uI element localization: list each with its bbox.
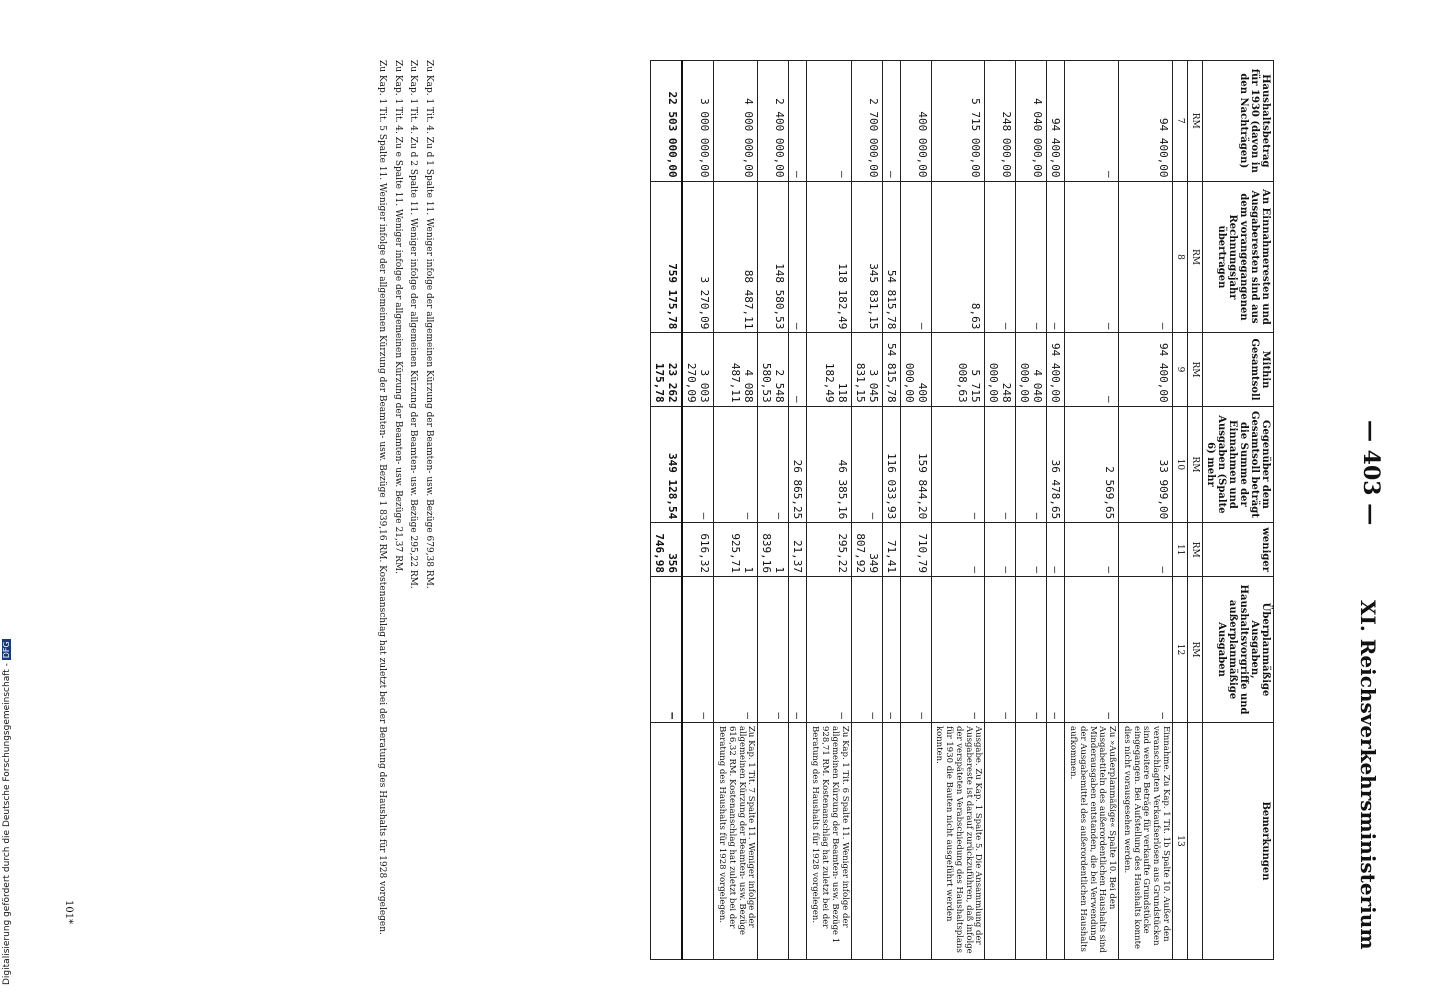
cell-c10: 116 033,93 bbox=[882, 406, 900, 523]
cell-c7: 5 715 000,00 bbox=[931, 61, 985, 182]
table-row bbox=[882, 61, 900, 960]
unit-13 bbox=[1188, 723, 1203, 960]
budget-table bbox=[650, 60, 1274, 960]
cell-c10: — bbox=[985, 406, 1016, 523]
footnotes bbox=[371, 60, 434, 940]
cell-c11: 349 807,92 bbox=[851, 523, 882, 577]
unit-9: RM bbox=[1188, 333, 1203, 406]
digitization-note bbox=[2, 5, 12, 985]
cell-c8: 8,63 bbox=[931, 181, 985, 333]
page-number: — 403 — bbox=[1358, 420, 1384, 526]
cell-c8: 3 270,09 bbox=[682, 181, 714, 333]
unit-12: RM bbox=[1188, 577, 1203, 723]
table-row bbox=[682, 61, 714, 960]
cell-c7: — bbox=[807, 61, 851, 182]
cell-c9: 118 182,49 bbox=[807, 333, 851, 406]
cell-remark bbox=[851, 723, 882, 960]
cell-remark bbox=[789, 723, 807, 960]
cell-c12: — bbox=[1065, 577, 1119, 723]
cell-c10: 26 865,25 bbox=[789, 406, 807, 523]
cell-c8: — bbox=[1119, 181, 1173, 333]
cell-c11: — bbox=[931, 523, 985, 577]
cell-c12: — bbox=[1047, 577, 1065, 723]
colnum-8: 8 bbox=[1173, 181, 1188, 333]
cell-c11: — bbox=[1016, 523, 1047, 577]
cell-c9: 400 000,00 bbox=[900, 333, 931, 406]
cell-c10: — bbox=[931, 406, 985, 523]
cell-remark bbox=[758, 723, 789, 960]
table-body bbox=[651, 61, 1173, 960]
cell-c9: 94 400,00 bbox=[1047, 333, 1065, 406]
table-row bbox=[931, 61, 985, 960]
unit-7: RM bbox=[1188, 61, 1203, 182]
footnote: Zu Kap. 1 Tit. 4. Zu d 1 Spalte 11. Weniger infolge der allgemeinen Kürzung der Beamten- usw. Bezüge 679,38 RM. bbox=[424, 60, 434, 589]
footnote: Zu Kap. 1 Tit. 4. Zu d 2 Spalte 11. Weniger infolge der allgemeinen Kürzung der Beamten- usw. Bezüge 295,22 RM. bbox=[408, 60, 419, 589]
cell-remark bbox=[985, 723, 1016, 960]
cell-c11: 21,37 bbox=[789, 523, 807, 577]
cell-c8: 148 580,53 bbox=[758, 181, 789, 333]
col-header-8: An Einnahmeresten und Ausgaberesten sind aus dem vorangegangenen Rechnungsjahr übertragen bbox=[1203, 181, 1274, 333]
colnum-7: 7 bbox=[1173, 61, 1188, 182]
cell-c7: 2 400 000,00 bbox=[758, 61, 789, 182]
cell-c7: 94 400,00 bbox=[1047, 61, 1065, 182]
cell-remark: Einnahme. Zu Kap. 1 Tit. 1b Spalte 10. Außer den veranschlagten Verkaufserlösen aus Grundstücken sind weitere Beträge für verkaufte Grundstücke eingegangen. Bei Aufstellung des Haushalts konnte dies nicht vorausgesehen werden. bbox=[1119, 723, 1173, 960]
cell-c7: — bbox=[1065, 61, 1119, 182]
cell-c9: 54 815,78 bbox=[882, 333, 900, 406]
cell-c11: — bbox=[1119, 523, 1173, 577]
cell-c10: 33 909,00 bbox=[1119, 406, 1173, 523]
dfg-logo: DFG bbox=[2, 641, 11, 659]
sum-c12: — bbox=[651, 577, 683, 723]
cell-c8: — bbox=[789, 181, 807, 333]
cell-c8: 345 831,15 bbox=[851, 181, 882, 333]
cell-c7: — bbox=[882, 61, 900, 182]
unit-11: RM bbox=[1188, 523, 1203, 577]
cell-c12: — bbox=[882, 577, 900, 723]
table-row bbox=[1047, 61, 1065, 960]
page-mark: 101* bbox=[63, 900, 74, 925]
colnum-13: 13 bbox=[1173, 723, 1188, 960]
cell-c8: — bbox=[1016, 181, 1047, 333]
cell-c12: — bbox=[682, 577, 714, 723]
cell-c10: 46 385,16 bbox=[807, 406, 851, 523]
table-row bbox=[714, 61, 758, 960]
cell-c7: 248 000,00 bbox=[985, 61, 1016, 182]
table-row bbox=[900, 61, 931, 960]
cell-c8: 54 815,78 bbox=[882, 181, 900, 333]
unit-row bbox=[1188, 61, 1203, 960]
col-header-11: weniger bbox=[1203, 523, 1274, 577]
cell-c9: 94 400,00 bbox=[1119, 333, 1173, 406]
table-row bbox=[807, 61, 851, 960]
cell-remark bbox=[1016, 723, 1047, 960]
cell-c9: 4 040 000,00 bbox=[1016, 333, 1047, 406]
cell-c9: 5 715 008,63 bbox=[931, 333, 985, 406]
cell-remark: Zu »Außerplanmäßige« Spalte 10. Bei den Ausgabetiteln des außerordentlichen Haushalts sind Minderausgaben entstanden, die bei Verwendung der Ausgabemittel des außerordentlichen Haushalts aufkommen. bbox=[1065, 723, 1119, 960]
cell-c12: — bbox=[789, 577, 807, 723]
cell-remark bbox=[1047, 723, 1065, 960]
cell-c10: — bbox=[1016, 406, 1047, 523]
digitization-text: Digitalisierung gefördert durch die Deutsche Forschungsgemeinschaft - bbox=[2, 663, 12, 985]
cell-c8: — bbox=[985, 181, 1016, 333]
cell-c11: — bbox=[1065, 523, 1119, 577]
cell-remark bbox=[682, 723, 714, 960]
col-header-10: Gegenüber dem Gesamtsoll beträgt die Summe der Einnahmen und Ausgaben (Spalte 6) mehr bbox=[1203, 406, 1274, 523]
cell-c7: 2 700 000,00 bbox=[851, 61, 882, 182]
cell-c11: 1 925,71 bbox=[714, 523, 758, 577]
cell-c12: — bbox=[851, 577, 882, 723]
table-row bbox=[851, 61, 882, 960]
page-header bbox=[1334, 0, 1394, 1000]
cell-c9: 4 088 487,11 bbox=[714, 333, 758, 406]
cell-c8: 88 487,11 bbox=[714, 181, 758, 333]
colnum-9: 9 bbox=[1173, 333, 1188, 406]
ministry-title: XI. Reichsverkehrsministerium bbox=[1356, 600, 1380, 950]
cell-remark bbox=[900, 723, 931, 960]
cell-c10: — bbox=[682, 406, 714, 523]
sum-rem bbox=[651, 723, 683, 960]
cell-c8: — bbox=[1047, 181, 1065, 333]
cell-c12: — bbox=[931, 577, 985, 723]
unit-8: RM bbox=[1188, 181, 1203, 333]
cell-c12: — bbox=[714, 577, 758, 723]
table-row bbox=[1016, 61, 1047, 960]
col-header-13: Bemerkungen bbox=[1203, 723, 1274, 960]
cell-c11: 710,79 bbox=[900, 523, 931, 577]
cell-c11: — bbox=[1047, 523, 1065, 577]
table-row bbox=[1119, 61, 1173, 960]
table-row bbox=[789, 61, 807, 960]
cell-c10: 2 569,65 bbox=[1065, 406, 1119, 523]
cell-remark: Ausgabe. Zu Kap. 1 Spalte 5. Die Ansammlung der Ausgabereste ist darauf zurückzuführen, daß infolge der verspäteten Verabschiedung des Haushaltsplans für 1930 die Bauten nicht ausgeführt werden konnten. bbox=[931, 723, 985, 960]
cell-c9: — bbox=[1065, 333, 1119, 406]
cell-c11: 295,22 bbox=[807, 523, 851, 577]
sum-c9: 23 262 175,78 bbox=[651, 333, 683, 406]
unit-10: RM bbox=[1188, 406, 1203, 523]
cell-c8: 118 182,49 bbox=[807, 181, 851, 333]
cell-c11: — bbox=[985, 523, 1016, 577]
cell-c9: 248 000,00 bbox=[985, 333, 1016, 406]
cell-c11: 1 839,16 bbox=[758, 523, 789, 577]
cell-c12: — bbox=[1016, 577, 1047, 723]
cell-c7: 94 400,00 bbox=[1119, 61, 1173, 182]
col-header-12: Überplanmäßige Ausgaben, Haushaltsvorgriffe und außerplanmäßige Ausgaben bbox=[1203, 577, 1274, 723]
cell-c10: — bbox=[714, 406, 758, 523]
cell-c7: 4 000 000,00 bbox=[714, 61, 758, 182]
cell-c10: — bbox=[851, 406, 882, 523]
cell-c12: — bbox=[985, 577, 1016, 723]
colnum-row bbox=[1173, 61, 1188, 960]
colnum-10: 10 bbox=[1173, 406, 1188, 523]
table-row bbox=[1065, 61, 1119, 960]
col-header-7: Haushaltsbetrag für 1930 (davon in den Nachträgen) bbox=[1203, 61, 1274, 182]
cell-c7: 400 000,00 bbox=[900, 61, 931, 182]
cell-c7: 3 000 000,00 bbox=[682, 61, 714, 182]
cell-c10: 36 478,65 bbox=[1047, 406, 1065, 523]
footnote: Zu Kap. 1 Tit. 4. Zu e Spalte 11. Weniger infolge der allgemeinen Kürzung der Beamten- usw. Bezüge 21,37 RM. bbox=[392, 60, 403, 574]
colnum-11: 11 bbox=[1173, 523, 1188, 577]
cell-c12: — bbox=[807, 577, 851, 723]
cell-c11: 616,32 bbox=[682, 523, 714, 577]
cell-c7: 4 040 000,00 bbox=[1016, 61, 1047, 182]
table-row bbox=[985, 61, 1016, 960]
footnote: Zu Kap. 1 Tit. 5 Spalte 11. Weniger infolge der allgemeinen Kürzung der Beamten- usw. Bezüge 1 839,16 RM. Kostenanschlag hat zuletzt bei der Beratung des Haushalts für 1928 vorgelegen. bbox=[376, 60, 387, 935]
cell-remark: Zu Kap. 1 Tit. 6 Spalte 11. Weniger infolge der allgemeinen Kürzung der Beamten- usw. Bezüge 1 928,71 RM. Kostenanschlag hat zuletzt bei der Beratung des Haushalts für 1928 vorgelegen. bbox=[807, 723, 851, 960]
cell-c8: — bbox=[1065, 181, 1119, 333]
header-row bbox=[1203, 61, 1274, 960]
sum-c11: 356 746,98 bbox=[651, 523, 683, 577]
sum-row bbox=[651, 61, 683, 960]
colnum-12: 12 bbox=[1173, 577, 1188, 723]
cell-remark bbox=[882, 723, 900, 960]
cell-remark: Zu Kap. 1 Tit. 7 Spalte 11. Weniger infolge der allgemeinen Kürzung der Beamten- usw. Bezüge 616,32 RM. Kostenanschlag hat zuletzt bei der Beratung des Haushalts für 1928 vorgelegen. bbox=[714, 723, 758, 960]
cell-c12: — bbox=[758, 577, 789, 723]
cell-c9: 3 003 270,09 bbox=[682, 333, 714, 406]
sum-c8: 759 175,78 bbox=[651, 181, 683, 333]
cell-c10: 159 844,20 bbox=[900, 406, 931, 523]
cell-c12: — bbox=[900, 577, 931, 723]
cell-c9: 3 045 831,15 bbox=[851, 333, 882, 406]
cell-c12: — bbox=[1119, 577, 1173, 723]
sum-c10: 349 128,54 bbox=[651, 406, 683, 523]
col-header-9: Mithin Gesamtsoll bbox=[1203, 333, 1274, 406]
sum-c7: 22 503 000,00 bbox=[651, 61, 683, 182]
cell-c8: — bbox=[900, 181, 931, 333]
cell-c7: — bbox=[789, 61, 807, 182]
cell-c9: 2 548 580,53 bbox=[758, 333, 789, 406]
cell-c9: — bbox=[789, 333, 807, 406]
cell-c11: 71,41 bbox=[882, 523, 900, 577]
cell-c10: — bbox=[758, 406, 789, 523]
table-row bbox=[758, 61, 789, 960]
